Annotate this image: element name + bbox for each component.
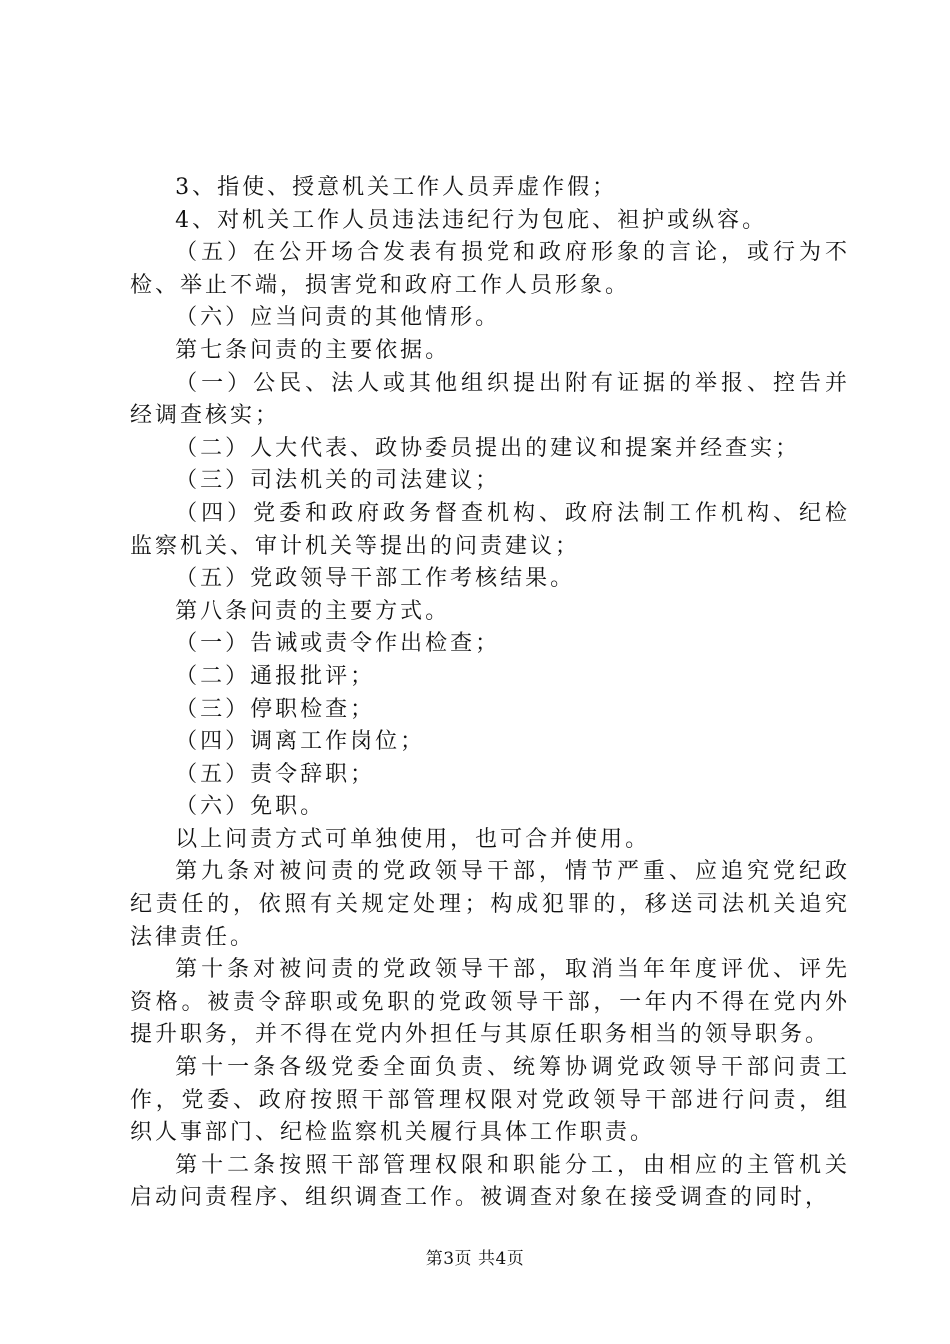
paragraph: 3、指使、授意机关工作人员弄虚作假； (175, 175, 618, 200)
paragraph: （一）公民、法人或其他组织提出附有证据的举报、控告并经调查核实； (130, 370, 850, 429)
paragraph: 以上问责方式可单独使用，也可合并使用。 (175, 826, 651, 852)
paragraph: （五）在公开场合发表有损党和政府形象的言论，或行为不检、举止不端，损害党和政府工作人员形象。 (130, 240, 850, 298)
paragraph: （二）通报批评； (175, 663, 376, 689)
paragraph: 4、对机关工作人员违法违纪行为包庇、袒护或纵容。 (175, 207, 768, 233)
paragraph: （四）调离工作岗位； (175, 729, 426, 755)
paragraph: （五）党政领导干部工作考核结果。 (175, 566, 576, 592)
paragraph: （五）责令辞职； (175, 761, 376, 787)
paragraph: 第七条问责的主要依据。 (175, 337, 451, 363)
paragraph: （三）司法机关的司法建议； (175, 468, 501, 494)
paragraph: 第十一条各级党委全面负责、统筹协调党政领导干部问责工作，党委、政府按照干部管理权限对党政领导干部进行问责，组织人事部门、纪检监察机关履行具体工作职责。 (130, 1055, 850, 1146)
paragraph: （二）人大代表、政协委员提出的建议和提案并经查实； (175, 435, 801, 461)
paragraph: （三）停职检查； (175, 696, 376, 722)
paragraph: （六）免职。 (175, 794, 326, 820)
paragraph: 第八条问责的主要方式。 (175, 598, 451, 624)
paragraph: （六）应当问责的其他情形。 (175, 305, 501, 331)
paragraph: （四）党委和政府政务督查机构、政府法制工作机构、纪检监察机关、审计机关等提出的问责建议； (130, 500, 850, 559)
document-body (130, 172, 850, 1215)
paragraph: 第九条对被问责的党政领导干部，情节严重、应追究党纪政纪责任的，依照有关规定处理；构成犯罪的，移送司法机关追究法律责任。 (130, 859, 850, 950)
page-number-footer: 第3页 共4页 (425, 1249, 525, 1269)
paragraph: 第十二条按照干部管理权限和职能分工，由相应的主管机关启动问责程序、组织调查工作。被调查对象在接受调查的同时， (130, 1152, 850, 1211)
paragraph: 第十条对被问责的党政领导干部，取消当年年度评优、评先资格。被责令辞职或免职的党政领导干部，一年内不得在党内外提升职务，并不得在党内外担任与其原任职务相当的领导职务。 (130, 957, 850, 1048)
paragraph: （一）告诫或责令作出检查； (175, 631, 501, 657)
